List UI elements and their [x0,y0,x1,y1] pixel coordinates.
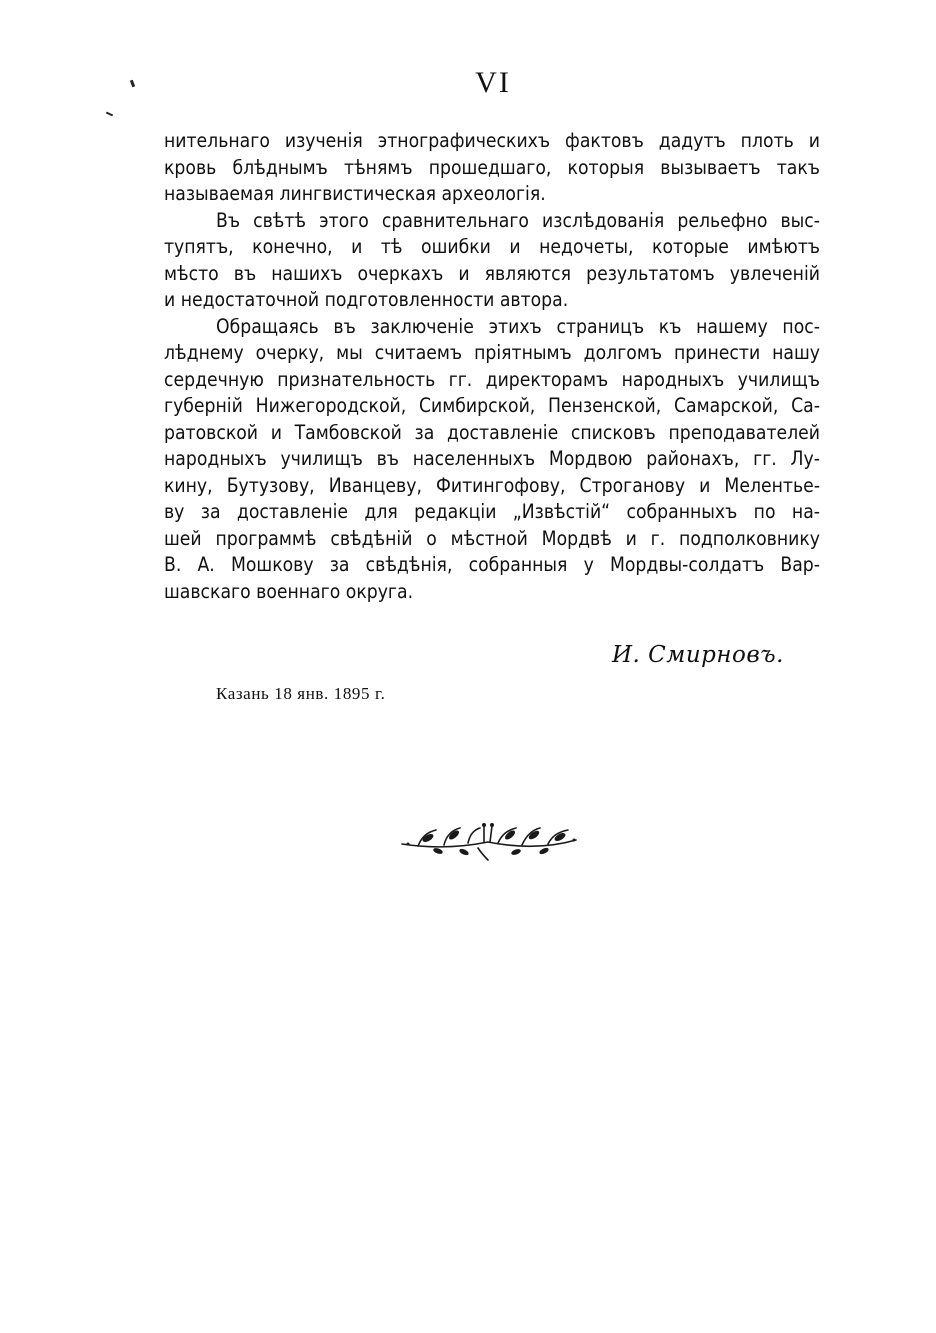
text-line: лѣднему очерку, мы считаемъ пріятнымъ долгомъ принести нашу [164,341,820,364]
text-line: народныхъ училищъ въ населенныхъ Мордвою районахъ, гг. Лу- [164,447,820,470]
text-line: В. А. Мошкову за свѣдѣнія, собранныя у Мордвы-солдатъ Вар- [164,553,820,576]
text-line: мѣсто въ нашихъ очеркахъ и являются результатомъ увлеченій [164,261,820,285]
dateline: Казань 18 янв. 1895 г. [216,684,386,703]
text-line: называемая лингвистическая археологія. [164,182,546,205]
text-line: кину, Бутузову, Иванцеву, Фитингофову, Строганову и Мелентье- [164,473,820,497]
paragraph-start-line: Въ свѣтѣ этого сравнительнаго изслѣдованія рельефно выс- [216,208,820,232]
author-signature: И. Смирновъ. [612,642,784,668]
text-line: кровь блѣднымъ тѣнямъ прошедшаго, которыя вызываетъ такъ [164,155,820,179]
text-line: тупятъ, конечно, и тѣ ошибки и недочеты, которые имѣютъ [164,235,820,258]
text-line: сердечную признательность гг. директорамъ народныхъ училищъ [164,367,820,391]
page-number: VI [475,66,511,99]
margin-speck [106,112,113,117]
paragraph-start-line: Обращаясь въ заключеніе этихъ страницъ къ нашему пос- [216,314,820,338]
text-line: и недостаточной подготовленности автора. [164,288,569,311]
text-line: нительнаго изученія этнографическихъ фактовъ дадутъ плоть и [164,129,820,152]
body-text [164,128,820,605]
text-line: ву за доставленіе для редакціи „Извѣстій“ собранныхъ по на- [164,500,820,523]
text-line: губерній Нижегородской, Симбирской, Пензенской, Самарской, Са- [164,394,820,417]
text-line: шей программѣ свѣдѣній о мѣстной Мордвѣ и г. подполковнику [164,526,820,550]
floral-ornament-icon [398,818,580,862]
text-line: шавскаго военнаго округа. [164,579,414,603]
text-line: ратовской и Тамбовской за доставленіе списковъ преподавателей [164,420,820,444]
